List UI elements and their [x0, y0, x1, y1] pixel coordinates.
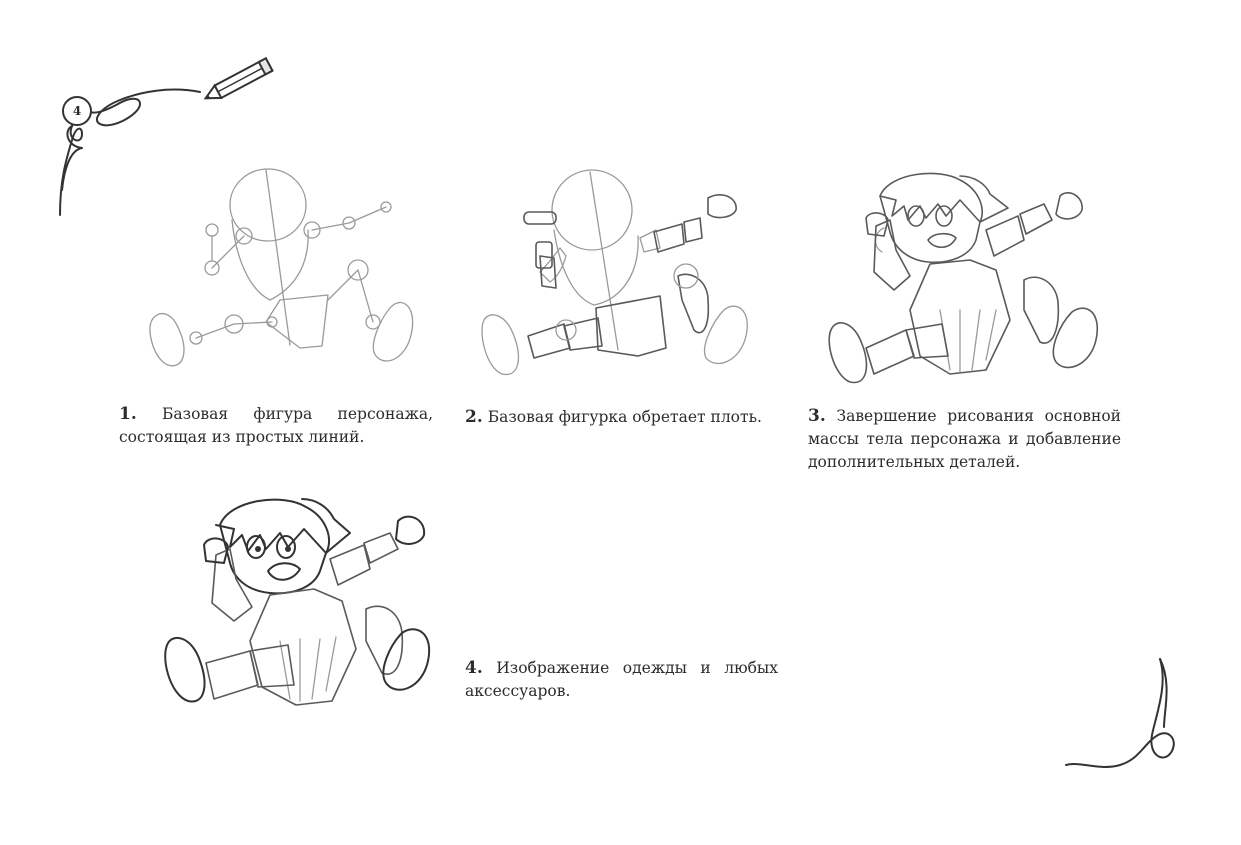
step-2-caption [465, 406, 785, 429]
step-2-number: 2. [465, 407, 483, 427]
bottom-swirl-ornament [1060, 655, 1200, 785]
step-4-caption [465, 657, 778, 703]
step-3-number: 3. [808, 406, 826, 426]
step-2-sketch [470, 160, 770, 390]
step-1-text: Базовая фигура персонажа, состоящая из простых линий. [119, 405, 433, 446]
pencil-icon [195, 55, 285, 105]
step-4-sketch [150, 485, 450, 715]
step-1-number: 1. [119, 404, 137, 424]
step-3-text: Завершение рисования основной массы тела персонажа и добавление дополнительных деталей. [808, 407, 1121, 471]
step-1-caption [119, 403, 433, 449]
step-1-sketch [140, 160, 430, 390]
page-number: 4 [62, 96, 92, 126]
step-2-text: Базовая фигурка обретает плоть. [487, 408, 762, 426]
step-3-sketch [810, 160, 1110, 390]
step-4-text: Изображение одежды и любых аксессуаров. [465, 659, 778, 700]
step-3-caption [808, 405, 1121, 474]
step-4-number: 4. [465, 658, 483, 678]
